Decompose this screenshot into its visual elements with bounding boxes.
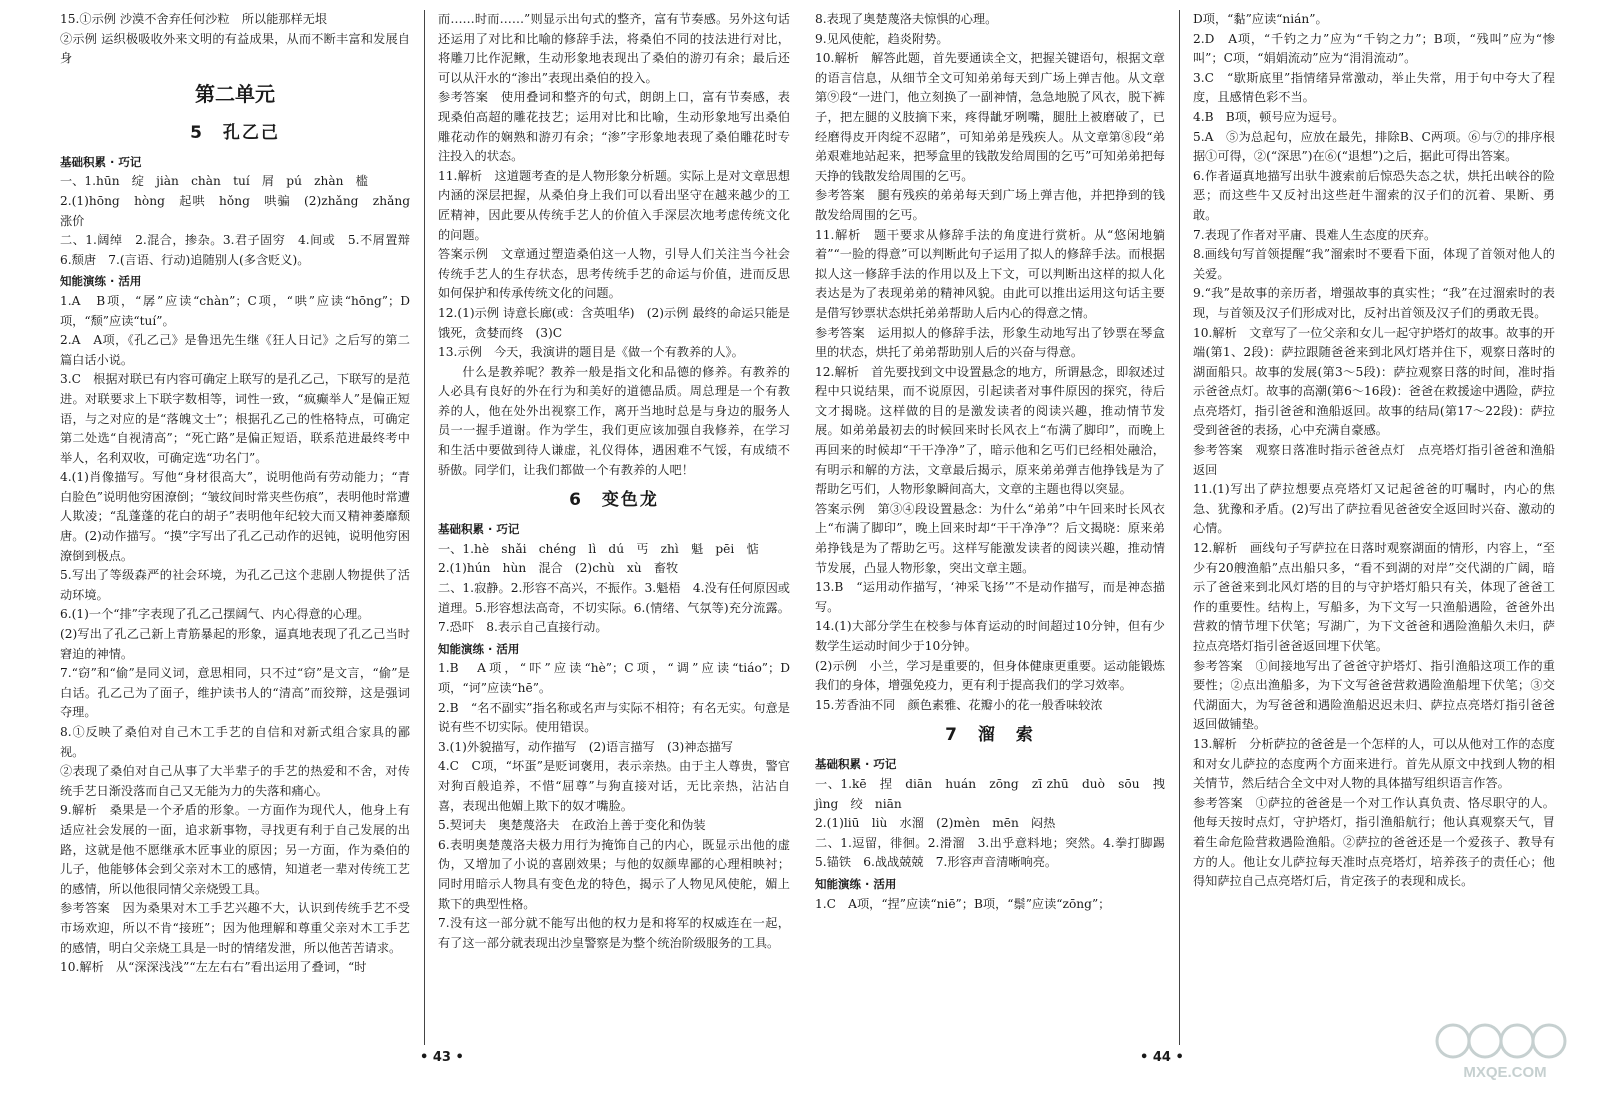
lesson-title: 7 溜 索 [945, 725, 1035, 746]
paragraph: ②示例 运织极吸收外来文明的有益成果，从而不断丰富和发展自身 [60, 31, 410, 66]
paragraph: 参考答案 观察日落准时指示爸爸点灯 点亮塔灯指引爸爸和渔船返回 [1193, 443, 1555, 477]
paragraph: 4.(1)肖像描写。写他“身材很高大”，说明他尚有劳动能力；“青白脸色”说明他穷困潦倒；“皱纹间时常夹些伤痕”，表明他时常遭人欺凌；“乱蓬蓬的花白的胡子”表明他年纪较大而又精神萎靡颓唐。(2)动作描写。“摸”字写出了孔乙己动作的迟钝，说明他穷困潦倒到极点。 [60, 470, 410, 563]
paragraph: (2)示例 小兰，学习是重要的，但身体健康更重要。运动能锻炼我们的身体，增强免疫力，更有利于提高我们的学习效率。 [815, 658, 1165, 693]
paragraph: 12.解析 首先要找到文中设置悬念的地方，所谓悬念，即叙述过程中只说结果，而不说原因，引起读者对事件原因的探究，待后文才揭晓。这样做的目的是激发读者的阅读兴趣，推动情节发展。如弟弟最初去的时候回来时长风衣上“布满了脚印”，而晚上再回来的时候却“干干净净”了，暗示他和乞丐们已经相处融洽，有明示和解的方法，文章最后揭示，原来弟弟弹吉他挣钱是为了帮助乞丐们，人物形象瞬间高大，文章的主题也得以突显。 [815, 364, 1165, 497]
left-page [60, 10, 790, 1050]
paragraph: 8.表现了奥楚蔑洛夫惊惧的心理。 [815, 12, 998, 26]
paragraph: 答案示例 文章通过塑造桑伯这一人物，引导人们关注当今社会传统手艺人的生存状态，思考传统手艺的命运与价值，进而反思如何保护和传承传统文化的问题。 [438, 247, 790, 301]
paragraph: 参考答案 ①萨拉的爸爸是一个对工作认真负责、恪尽职守的人。他每天按时点灯，守护塔灯，指引渔船航行；他认真观察天气，冒着生命危险营救遇险渔船。②萨拉的爸爸还是一个爱孩子、教导有方的人。他让女儿萨拉每天准时点亮塔灯，培养孩子的责任心；他得知萨拉自己点亮塔灯后，肯定孩子的表现和成长。 [1193, 795, 1555, 889]
paragraph: 11.解析 这道题考查的是人物形象分析题。实际上是对文章思想内涵的深层把握，从桑伯身上我们可以看出坚守在越来越少的工匠精神，因此要从传统手艺人的价值入手深层次地考虑传统文化的问题。 [438, 168, 790, 242]
paragraph: 答案示例 第③④段设置悬念：为什么“弟弟”中午回来时长风衣上“布满了脚印”，晚上回来时却“干干净净”？后文揭晓：原来弟弟挣钱是为了帮助乞丐。这样写能激发读者的阅读兴趣，推动情节发展，凸显人物形象，突出文章主题。 [815, 501, 1165, 575]
section-heading: 基础积累 · 巧记 [438, 522, 520, 537]
paragraph: 3.C “歇斯底里”指情绪异常激动，举止失常，用于句中夸大了程度，且感情色彩不当。 [1193, 70, 1555, 105]
left-column-2 [438, 10, 790, 953]
unit-title: 第二单元 [195, 81, 275, 106]
paragraph: 6.(1)一个“排”字表现了孔乙己摆阔气、内心得意的心理。 [60, 607, 370, 622]
section-heading: 知能演练 · 活用 [438, 641, 520, 656]
paragraph: 6.作者逼真地描写出驮牛渡索前后惊恐失态之状，烘托出峡谷的险恶；而这些牛又反衬出这些赶牛溜索的汉子们的沉着、果断、勇敢。 [1193, 168, 1555, 222]
right-column-1 [815, 10, 1178, 914]
paragraph: 4.C C项，“坏蛋”是贬词褒用，表示亲热。由于主人尊贵，警官对狗百般追养，不惜“屈尊”与狗直接对话，无比亲热，沾沾自喜，表现出他媚上欺下的奴才嘴脸。 [438, 759, 790, 813]
right-column-2 [1193, 10, 1555, 892]
paragraph: 7.表现了作者对平庸、畏难人生态度的厌弃。 [1193, 227, 1437, 242]
paragraph: 15.①示例 沙漠不舍弃任何沙粒 所以能那样无垠 [60, 12, 328, 26]
paragraph: 11.(1)写出了萨拉想要点亮塔灯又记起爸爸的叮嘱时，内心的焦急、犹豫和矛盾。(2)写出了萨拉看见爸爸安全返回时兴奋、激动的心情。 [1193, 482, 1555, 536]
paragraph: 1.B A项，“吓”应读“hè”；C项，“调”应读“tiáo”；D项，“诃”应读“hē”。 [438, 661, 790, 695]
paragraph: 参考答案 ①间接地写出了爸爸守护塔灯、指引渔船这项工作的重要性；②点出渔船多，为下文写爸爸营救遇险渔船埋下伏笔；③交代湖面大，为写爸爸和遇险渔船迟迟未归、萨拉点亮塔灯指引爸爸返回做铺垫。 [1193, 658, 1555, 732]
paragraph: D项，“黏”应读“nián”。 [1193, 12, 1328, 26]
paragraph: 6.表明奥楚蔑洛夫极力用行为掩饰自己的内心，既显示出他的虚伪，又增加了小说的喜剧效果；与他的奴颜卑鄙的心理相映衬；同时用暗示人物具有变色龙的特色，揭示了人物见风使舵，媚上欺下的典型性格。 [438, 837, 790, 911]
paragraph: 10.解析 文章写了一位父亲和女儿一起守护塔灯的故事。故事的开端(第1、2段)：萨拉跟随爸爸来到北风灯塔并住下，观察日落时的湖面船只。故事的发展(第3～5段)：萨拉观察日落的时间，准时指示爸爸点灯。故事的高潮(第6～16段)：爸爸在救援途中遇险，萨拉点亮塔灯，指引爸爸和渔船返回。故事的结局(第17～22段)：萨拉受到爸爸的表扬，心中充满自豪感。 [1193, 325, 1555, 438]
paragraph: 二、1.寂静。2.形容不高兴，不振作。3.魁梧 4.没有任何原因或道理。5.形容想法高奇，不切实际。6.(情绪、气氛等)充分流露。7.恐吓 8.表示自己直接行动。 [438, 581, 790, 635]
paragraph: 5.A ⑤为总起句，应放在最先，排除B、C两项。⑥与⑦的排序根据①可得，②(“深思”)在⑥(“退想”)之后，据此可得出答案。 [1193, 129, 1555, 164]
paragraph: 10.解析 从“深深浅浅”“左左右右”看出运用了叠词，“时 [60, 960, 367, 975]
paragraph: 5.写出了等级森严的社会环境，为孔乙己这个悲剧人物提供了活动环境。 [60, 568, 410, 602]
paragraph: 1.C A项，“捏”应读“niē”；B项，“鬃”应读“zōng”； [815, 896, 1111, 911]
paragraph: ②表现了桑伯对自己从事了大半辈子的手艺的热爱和不舍，对传统手艺日渐没落而自己又无能为力的失落和痛心。 [60, 764, 410, 798]
paragraph: 3.C 根据对联已有内容可确定上联写的是孔乙己，下联写的是范进。对联要求上下联字数相等，词性一致，“疯癫举人”是偏正短语，与之对应的是“落魄文士”；根据孔乙己的性格特点，可确定第二处选“自视清高”；“死亡路”是偏正短语，联系范进最终考中举人，名利双收，可确定选“功名门”。 [60, 372, 411, 465]
watermark-text: MXQE.COM [1463, 1064, 1547, 1081]
left-column-1 [60, 10, 423, 978]
paragraph: 9.解析 桑果是一个矛盾的形象。一方面作为现代人，他身上有适应社会发展的一面，追求新事物，寻找更有利于自己发展的出路，这就是他不愿继承木匠事业的原因；另一方面，作为桑伯的儿子，他能够体会到父亲对木工的感情，知道老一辈对传统工艺的感情，所以他很同情父亲烧毁工具。 [60, 803, 410, 896]
paragraph: 而……时而……”则显示出句式的整齐，富有节奏感。另外这句话还运用了对比和比喻的修辞手法，将桑伯不同的技法进行对比，将雕刀比作泥鳅，生动形象地表现出了桑伯的游刃有余；最后还可以从汗水的“渗出”表现出桑伯的投入。 [438, 12, 790, 85]
paragraph: 参考答案 腿有残疾的弟弟每天到广场上弹吉他，并把挣到的钱散发给周围的乞丐。 [815, 188, 1165, 222]
paragraph: 二、1.阔绰 2.混合，掺杂。3.君子固穷 4.间或 5.不屑置辩 6.颓唐 7.(言语、行动)追随别人(多含贬义)。 [60, 233, 423, 267]
section-heading: 基础积累 · 巧记 [815, 757, 897, 772]
paragraph: 参考答案 因为桑果对木工手艺兴趣不大，认识到传统手艺不受市场欢迎，所以不肯“接班”；因为他理解和尊重父亲对木工手艺的感情，明白父亲烧工具是一时的情绪发泄，所以他苦苦请求。 [60, 901, 410, 955]
paragraph: 一、1.hè shǎi chéng lì dú 丐 zhì 魁 pēi 惦 [438, 541, 759, 556]
paragraph: 4.B B项，顿号应为逗号。 [1193, 109, 1345, 124]
paragraph: 参考答案 使用叠词和整齐的句式，朗朗上口，富有节奏感，表现桑伯高超的雕花技艺；运用对比和比喻，生动形象地写出桑伯雕花动作的娴熟和游刃有余；“渗”字形象地表现了桑伯雕花时专注投入的状态。 [438, 90, 790, 164]
paragraph: (2)写出了孔乙己新上青筋暴起的形象，逼真地表现了孔乙己当时窘迫的神情。 [60, 627, 410, 661]
paragraph: 2.D A项，“千钓之力”应为“千钧之力”；B项，“残叫”应为“惨叫”；C项，“娟娟流动”应为“涓涓流动”。 [1193, 31, 1555, 66]
paragraph: 二、1.逗留，徘徊。2.滑溜 3.出乎意料地；突然。4.拳打脚踢 5.锚铁 6.战战兢兢 7.形容声音清晰响亮。 [815, 835, 1178, 870]
paragraph: 12.(1)示例 诗意长廊(或：含英咀华) (2)示例 最终的命运只能是饿死，贪婪而终 (3)C [438, 305, 790, 340]
column-divider [424, 10, 425, 1045]
paragraph: 什么是教养呢？教养一般是指文化和品德的修养。有教养的人必具有良好的外在行为和美好的道德品质。周总理是一个有教养的人，他在处外出视察工作，离开当地时总是与身边的服务人员一一握手道谢。作为学生，我们更应该加强自我修养，在学习和生活中要做到待人谦虚，礼仪得体，遇困难不气馁，有成绩不骄傲。同学们，让我们都做一个有教养的人吧！ [438, 364, 790, 477]
paragraph: 12.解析 画线句子写萨拉在日落时观察湖面的情形，内容上，“至少有20艘渔船”点出船只多，“看不到湖的对岸”交代湖的广阔，暗示了爸爸来到北风灯塔的目的与守护塔灯船只有关，体现了爸爸工作的重要性。结构上，写船多，为下文写一只渔船遇险，爸爸外出营救的情节埋下伏笔；写湖广，为下文爸爸和遇险渔船久未归，萨拉点亮塔灯指引爸爸返回埋下伏笔。 [1193, 541, 1555, 653]
paragraph: 9.见风使舵，趋炎附势。 [815, 31, 949, 46]
section-heading: 知能演练 · 活用 [60, 274, 142, 289]
paragraph: 9.“我”是故事的亲历者，增强故事的真实性；“我”在过溜索时的表现，与首领及汉子们形成对比，反衬出首领及汉子们的勇敢无畏。 [1193, 286, 1555, 320]
paragraph: 13.示例 今天，我演讲的题目是《做一个有教养的人》。 [438, 345, 744, 360]
section-heading: 知能演练 · 活用 [815, 876, 897, 891]
paragraph: 10.解析 解答此题，首先要通读全文，把握关键语句，根据文章的语言信息，从细节全文可知弟弟每天到广场上弹吉他。从文章第⑨段“一进门，他立刻换了一副神情，急急地脱了风衣，脱下裤子，把左腿的义肢摘下来，疼得龇牙咧嘴，腿肚上被磨破了，已经磨得皮开肉绽不忍睹”，可知弟弟是残疾人。从文章第⑧段“弟弟艰难地站起来，把琴盒里的钱散发给周围的乞丐”可知弟弟把每天挣的钱散发给周围的乞丐。 [815, 51, 1165, 183]
paragraph: 一、1.kē 捏 diān huán zōng zī zhū duò sōu 拽 jìng 绞 niān [815, 776, 1178, 811]
paragraph: 1.A B项，“孱”应读“chàn”；C项，“哄”应读“hōng”；D项，“颓”应读“tuí”。 [60, 293, 410, 328]
paragraph: 2.(1)hún hùn 混合 (2)chù xù 畜牧 [438, 561, 679, 576]
column-divider [1179, 10, 1180, 1045]
paragraph: 2.(1)liū liù 水溜 (2)mèn mēn 闷热 [815, 816, 1056, 831]
paragraph: 7.没有这一部分就不能写出他的权力是和将军的权威连在一起，有了这一部分就表现出沙皇警察是为整个统治阶级服务的工具。 [438, 916, 790, 950]
paragraph: 2.A A项，《孔乙己》是鲁迅先生继《狂人日记》之后写的第二篇白话小说。 [60, 333, 410, 367]
paragraph: 一、1.hūn 绽 jiàn chàn tuí 屑 pú zhàn 槛 [60, 174, 368, 189]
paragraph: 参考答案 运用拟人的修辞手法，形象生动地写出了钞票在琴盒里的状态，烘托了弟弟帮助别人后的兴奋与得意。 [815, 325, 1165, 360]
right-page [815, 10, 1555, 1050]
paragraph: 3.(1)外貌描写，动作描写 (2)语言描写 (3)神态描写 [438, 739, 733, 754]
page-number-right: • 44 • [1140, 1050, 1184, 1065]
page-number-left: • 43 • [420, 1050, 464, 1065]
paragraph: 15.芳香油不同 颜色素雅、花瓣小的花一般香味较浓 [815, 697, 1103, 712]
lesson-title: 5 孔乙己 [190, 122, 280, 143]
paragraph: 7.“窃”和“偷”是同义词，意思相同，只不过“窃”是文言，“偷”是白话。孔乙己为了面子，维护读书人的“清高”而狡辩，这是强词夺理。 [60, 666, 410, 720]
paragraph: 13.B “运用动作描写，‘神采飞扬’”不是动作描写，而是神态描写。 [815, 580, 1165, 614]
lesson-title: 6 变色龙 [569, 490, 659, 511]
paragraph: 14.(1)大部分学生在校参与体育运动的时间超过10分钟，但有少数学生运动时间少于10分钟。 [815, 619, 1165, 653]
paragraph: 2.B “名不副实”指名称或名声与实际不相符；有名无实。句意是说有些不切实际。使用错误。 [438, 700, 790, 735]
paragraph: 13.解析 分析萨拉的爸爸是一个怎样的人，可以从他对工作的态度和对女儿萨拉的态度两个方面来进行。首先从原文中找到人物的相关情节，然后结合全文中对人物的具体描写组织语言作答。 [1193, 736, 1555, 791]
paragraph: 2.(1)hōng hòng 起哄 hǒng 哄骗 (2)zhǎng zhǎng 涨价 [60, 193, 423, 228]
paragraph: 11.解析 题干要求从修辞手法的角度进行赏析。从“悠闲地躺着”“一脸的得意”可以判断此句子运用了拟人的修辞手法。而根据拟人这一修辞手法的作用以及上下文，可以判断出这样的拟人化表达是为了表现弟弟的精神风貌。由此可以推出运用这句话主要是借写钞票状态烘托弟弟帮助人后内心的得意之情。 [815, 227, 1165, 320]
paragraph: 5.契诃夫 奥楚蔑洛夫 在政治上善于变化和伪装 [438, 818, 706, 833]
paragraph: 8.画线句写首领提醒“我”溜索时不要看下面，体现了首领对他人的关爱。 [1193, 247, 1555, 281]
watermark-logo [1433, 1019, 1578, 1083]
section-heading: 基础积累 · 巧记 [60, 154, 142, 169]
paragraph: 8.①反映了桑伯对自己木工手艺的自信和对新式组合家具的鄙视。 [60, 725, 410, 759]
